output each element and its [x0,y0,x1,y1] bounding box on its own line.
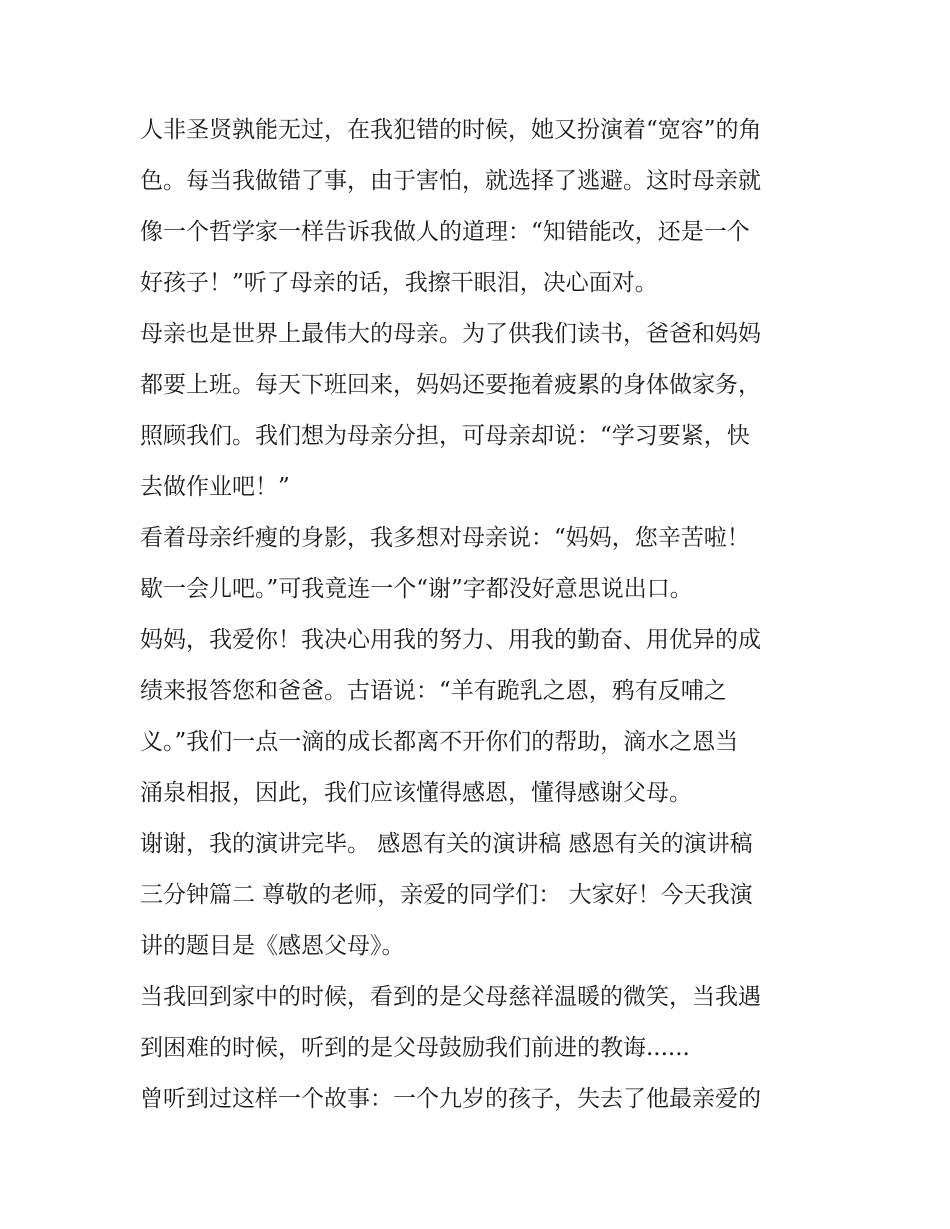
text-line: 都要上班。每天下班回来，妈妈还要拖着疲累的身体做家务， [140,372,761,398]
text-line: 绩来报答您和爸爸。古语说：“羊有跪乳之恩，鸦有反哺之 [140,678,727,704]
text-line: 谢谢，我的演讲完毕。 感恩有关的演讲稿 感恩有关的演讲稿 [140,831,753,857]
text-line: 母亲也是世界上最伟大的母亲。为了供我们读书，爸爸和妈妈 [140,321,761,347]
text-line: 涌泉相报，因此，我们应该懂得感恩，懂得感谢父母。 [140,780,692,806]
text-line: 去做作业吧！” [140,474,290,500]
text-line: 人非圣贤孰能无过，在我犯错的时候，她又扮演着“宽容”的角 [140,117,762,143]
text-line: 歇一会儿吧。”可我竟连一个“谢”字都没好意思说出口。 [140,576,693,602]
text-line: 好孩子！”听了母亲的话，我擦干眼泪，决心面对。 [140,270,658,296]
text-line: 妈妈，我爱你！我决心用我的努力、用我的勤奋、用优异的成 [140,627,761,653]
text-line: 色。每当我做错了事，由于害怕，就选择了逃避。这时母亲就 [140,168,761,194]
text-line: 照顾我们。我们想为母亲分担，可母亲却说：“学习要紧，快 [140,423,750,449]
document-body [140,105,830,1125]
text-line: 义。”我们一点一滴的成长都离不开你们的帮助，滴水之恩当 [140,729,739,755]
text-line: 三分钟篇二 尊敬的老师，亲爱的同学们： 大家好！今天我演 [140,882,753,908]
text-line: 像一个哲学家一样告诉我做人的道理：“知错能改，还是一个 [140,219,750,245]
text-line: 曾听到过这样一个故事：一个九岁的孩子，失去了他最亲爱的 [140,1086,761,1112]
text-line: 看着母亲纤瘦的身影，我多想对母亲说：“妈妈，您辛苦啦！ [140,525,750,551]
text-line: 讲的题目是《感恩父母》。 [140,933,405,959]
text-line: 当我回到家中的时候，看到的是父母慈祥温暖的微笑，当我遇 [140,984,761,1010]
text-line: 到困难的时候，听到的是父母鼓励我们前进的教诲...... [140,1035,690,1061]
